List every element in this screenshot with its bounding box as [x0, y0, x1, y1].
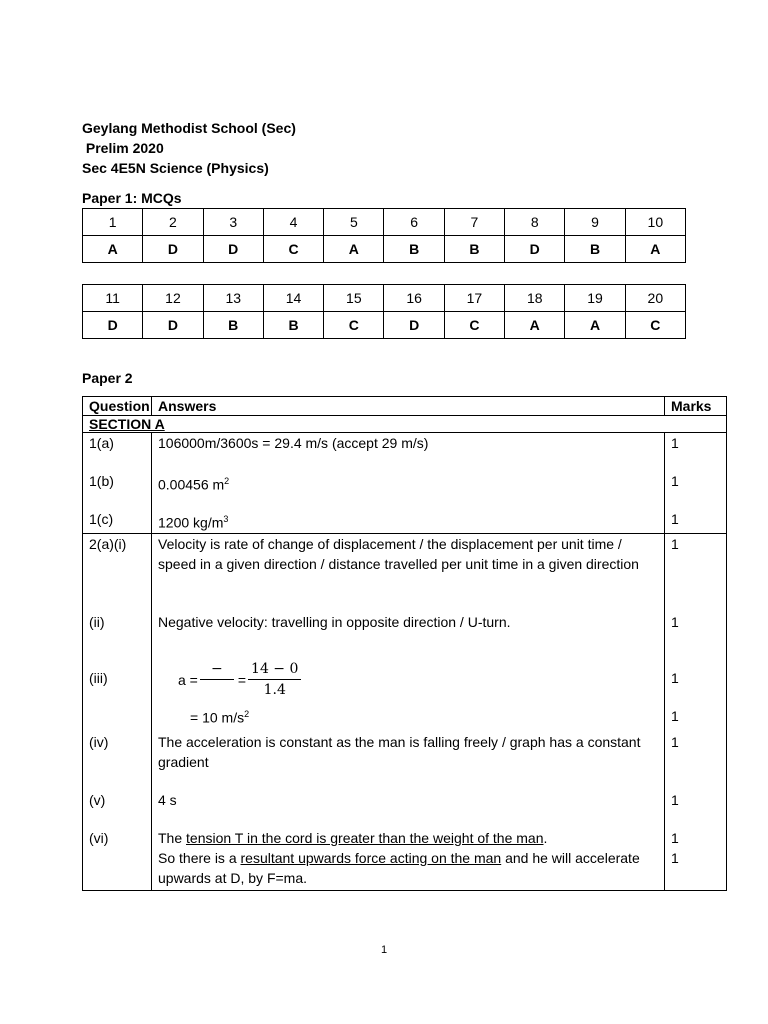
- section-a-label: SECTION A: [89, 416, 165, 432]
- mark-value: 1: [671, 535, 679, 552]
- paper2-title: Paper 2: [82, 370, 133, 386]
- mark-value: 1: [671, 473, 679, 489]
- equation-fraction: $\frac{14 - 0}{1.4}$: [248, 659, 301, 700]
- question-label: (v): [89, 791, 106, 808]
- question-label: 1(b): [89, 473, 114, 489]
- mcq-number-row: [83, 285, 686, 312]
- mcq-number: 18: [505, 285, 565, 312]
- mark-value: 1: [671, 791, 679, 808]
- mcq-answer: A: [324, 236, 384, 263]
- mcq-answer: B: [203, 312, 263, 339]
- mcq-answer: D: [203, 236, 263, 263]
- mcq-answer: B: [384, 236, 444, 263]
- mcq-number: 19: [565, 285, 625, 312]
- equation-block: [158, 656, 658, 732]
- underlined-key-point: tension T in the cord is greater than the weight of the man: [186, 829, 544, 846]
- mcq-number: 11: [83, 285, 143, 312]
- mcq-answer: D: [384, 312, 444, 339]
- mcq-answer: C: [324, 312, 384, 339]
- mcq-table-2: [82, 284, 686, 339]
- mark-value: 1: [671, 733, 679, 750]
- mark-value: 1: [671, 849, 679, 866]
- mark-value: 1: [671, 707, 679, 724]
- answer-text: 1200 $kg/m^3$: [158, 514, 229, 531]
- table-header-row: [83, 397, 727, 416]
- mcq-number-row: [83, 209, 686, 236]
- question-header: Question: [83, 397, 152, 416]
- page-number: 1: [380, 944, 388, 956]
- equation-lhs: a =: [178, 671, 198, 688]
- equation-result: = 10 $m/s^2$: [190, 708, 250, 726]
- answer-text: The tension T in the cord is greater than the weight of the man. So there is a resultant upwards force acting on the man and he will accelerate upwards at D, by F=ma.: [158, 829, 640, 886]
- mcq-number: 10: [625, 209, 685, 236]
- mark-value: 1: [671, 613, 679, 630]
- mcq-number: 6: [384, 209, 444, 236]
- answers-header: Answers: [152, 397, 665, 416]
- mcq-number: 17: [444, 285, 504, 312]
- mcq-number: 14: [263, 285, 323, 312]
- mcq-answer: A: [83, 236, 143, 263]
- answer-table: [82, 396, 727, 891]
- mcq-answer-row: [83, 236, 686, 263]
- answer-text: The acceleration is constant as the man is falling freely / graph has a constant gradient: [158, 733, 641, 770]
- mcq-number: 13: [203, 285, 263, 312]
- mcq-answer: A: [625, 236, 685, 263]
- mcq-number: 3: [203, 209, 263, 236]
- mcq-answer: D: [143, 312, 203, 339]
- mcq-number: 12: [143, 285, 203, 312]
- mcq-number: 15: [324, 285, 384, 312]
- answer-text: 0.00456 $m^2$: [158, 476, 230, 493]
- mcq-answer: C: [625, 312, 685, 339]
- mcq-number: 5: [324, 209, 384, 236]
- question-label: (vi): [89, 829, 109, 846]
- subject-name: Sec 4E5N Science (Physics): [82, 160, 269, 176]
- table-row: [83, 533, 727, 890]
- equation-equals: =: [237, 671, 247, 688]
- mark-value: 1: [671, 511, 679, 527]
- question-label: (iii): [89, 669, 108, 686]
- question-label: 2(a)(i): [89, 535, 127, 552]
- underlined-key-point: resultant upwards force acting on the man: [240, 849, 502, 866]
- mcq-answer: B: [263, 312, 323, 339]
- exam-name: Prelim 2020: [82, 140, 164, 156]
- mcq-number: 1: [83, 209, 143, 236]
- mcq-answer: C: [444, 312, 504, 339]
- mcq-answer: B: [444, 236, 504, 263]
- school-name: Geylang Methodist School (Sec): [82, 120, 296, 136]
- mcq-number: 4: [263, 209, 323, 236]
- question-label: (ii): [89, 613, 105, 630]
- question-label: 1(a): [89, 435, 114, 451]
- mcq-number: 9: [565, 209, 625, 236]
- document-header: [82, 118, 296, 178]
- mark-value: 1: [671, 669, 679, 686]
- mcq-answer: D: [83, 312, 143, 339]
- answer-text: Negative velocity: travelling in opposite direction / U-turn.: [158, 613, 511, 630]
- equation-minus: −: [200, 659, 234, 680]
- mcq-answer: A: [565, 312, 625, 339]
- mcq-answer: D: [143, 236, 203, 263]
- answer-text: 4 s: [158, 791, 177, 808]
- mcq-number: 16: [384, 285, 444, 312]
- mark-value: 1: [671, 829, 679, 846]
- mcq-number: 20: [625, 285, 685, 312]
- question-label: 1(c): [89, 511, 114, 527]
- mcq-table-1: [82, 208, 686, 263]
- mcq-answer: B: [565, 236, 625, 263]
- mcq-answer: D: [505, 236, 565, 263]
- mcq-number: 2: [143, 209, 203, 236]
- mcq-number: 7: [444, 209, 504, 236]
- paper1-title: Paper 1: MCQs: [82, 190, 182, 206]
- mark-value: 1: [671, 435, 679, 451]
- table-row: [83, 433, 727, 534]
- answer-text: 106000m/3600s = 29.4 m/s (accept 29 m/s): [158, 435, 429, 451]
- section-row: [83, 416, 727, 433]
- question-label: (iv): [89, 733, 109, 750]
- mcq-answer: C: [263, 236, 323, 263]
- mcq-answer-row: [83, 312, 686, 339]
- answer-text: Velocity is rate of change of displacement / the displacement per unit time / speed in a given direction / distance travelled per unit time in a given direction: [158, 535, 639, 572]
- mcq-answer: A: [505, 312, 565, 339]
- mcq-number: 8: [505, 209, 565, 236]
- marks-header: Marks: [665, 397, 727, 416]
